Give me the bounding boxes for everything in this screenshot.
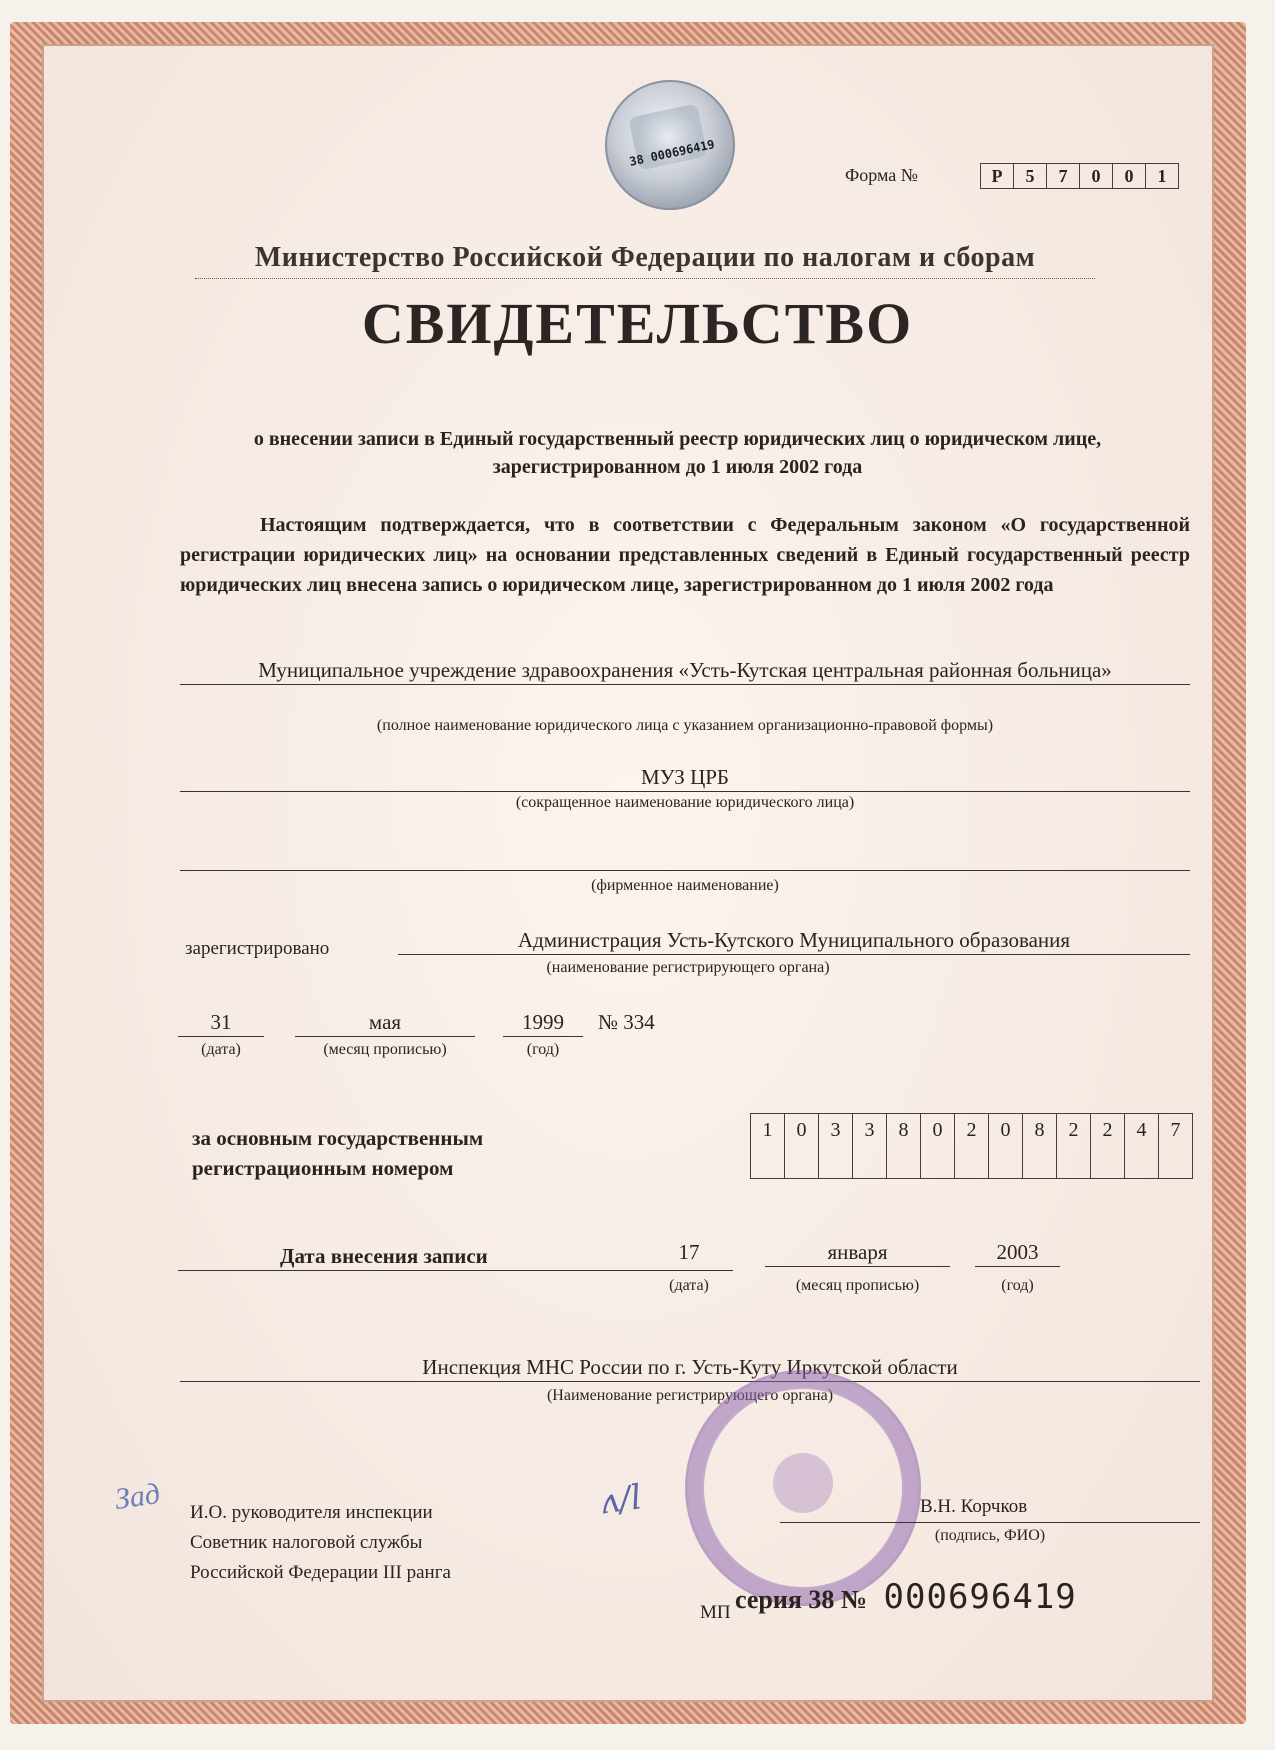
serial-number [700, 1577, 1077, 1617]
signatory-line1: И.О. руководителя инспекции [190, 1502, 433, 1523]
ogrn-digit: 1 [751, 1114, 785, 1178]
ogrn-digit: 3 [853, 1114, 887, 1178]
entry-month-caption: (месяц прописью) [795, 1277, 920, 1294]
form-code [980, 163, 1179, 189]
entry-month-value: января [765, 1238, 950, 1267]
issuer-caption: (Наименование регистрирующего органа) [546, 1387, 834, 1404]
hologram-sticker [605, 80, 735, 210]
ogrn-digit: 3 [819, 1114, 853, 1178]
short-name-caption: (сокращенное наименование юридического лица) [515, 794, 855, 811]
handwritten-initials: Зад [112, 1477, 163, 1516]
signatory-title [190, 1498, 451, 1588]
signatory-caption: (подпись, ФИО) [934, 1527, 1046, 1544]
reg-day-caption: (дата) [201, 1041, 241, 1058]
form-code-cell: 1 [1157, 166, 1167, 186]
ogrn-digit: 8 [1023, 1114, 1057, 1178]
registered-by-value: Администрация Усть-Кутского Муниципального образования [398, 926, 1190, 955]
ministry-heading: Министерство Российской Федерации по налогам и сборам [195, 242, 1095, 279]
full-name-caption: (полное наименование юридического лица с указанием организационно-правовой формы) [376, 717, 994, 734]
issuer-name: Инспекция МНС России по г. Усть-Куту Иркутской области [180, 1353, 1200, 1382]
entry-day-caption: (дата) [669, 1277, 709, 1294]
form-code-cell: 7 [1047, 164, 1080, 188]
signatory-name: В.Н. Корчков [920, 1496, 1028, 1517]
signatory-line2: Советник налоговой службы [190, 1532, 423, 1553]
signatory-line3: Российской Федерации III ранга [190, 1562, 451, 1583]
ogrn-digit: 0 [921, 1114, 955, 1178]
full-name-value: Муниципальное учреждение здравоохранения «Усть-Кутская центральная районная больница» [180, 656, 1190, 685]
ogrn-digit: 0 [785, 1114, 819, 1178]
certification-text: Настоящим подтверждается, что в соответствии с Федеральным законом «О государственной регистрации юридических лиц» на основании представленных сведений в Единый государственный реестр юридических лиц внесена запись о юридическом лице, зарегистрированном до 1 июля 2002 года [180, 514, 1190, 596]
ogrn-digit: 2 [1091, 1114, 1125, 1178]
serial-value: 000696419 [883, 1577, 1077, 1617]
registered-label: зарегистрировано [185, 938, 330, 959]
firm-name-caption: (фирменное наименование) [591, 877, 779, 894]
registered-by-caption: (наименование регистрирующего органа) [546, 959, 830, 976]
ogrn-digit: 2 [1057, 1114, 1091, 1178]
reg-year-caption: (год) [526, 1041, 560, 1058]
form-code-cell: 0 [1080, 164, 1113, 188]
form-code-cell: Р [981, 164, 1014, 188]
ogrn-digit: 7 [1170, 1119, 1181, 1141]
ogrn-digit: 4 [1125, 1114, 1159, 1178]
document-subtitle: о внесении записи в Единый государственный реестр юридических лиц о юридическом лице, зарегистрированном до 1 июля 2002 года [253, 428, 1102, 478]
handwritten-signature: ʌ/l [597, 1477, 645, 1523]
reg-year-value: 1999 [503, 1008, 583, 1037]
reg-number: № 334 [598, 1010, 655, 1034]
reg-day-value: 31 [178, 1008, 264, 1037]
official-stamp [685, 1370, 921, 1606]
ogrn-number-grid [750, 1113, 1193, 1179]
entry-day-value: 17 [678, 1240, 700, 1264]
ogrn-digit: 0 [989, 1114, 1023, 1178]
document-title: СВИДЕТЕЛЬСТВО [361, 291, 914, 356]
serial-prefix: серия 38 № [735, 1585, 868, 1614]
entry-year-caption: (год) [1001, 1277, 1034, 1294]
short-name-value: МУЗ ЦРБ [180, 763, 1190, 792]
ogrn-label-line1: за основным государственным [192, 1126, 484, 1150]
firm-name-value [180, 842, 1190, 871]
ogrn-digit: 2 [955, 1114, 989, 1178]
reg-month-caption: (месяц прописью) [323, 1041, 447, 1058]
reg-month-value: мая [295, 1008, 475, 1037]
form-code-cell: 0 [1113, 164, 1146, 188]
ogrn-digit: 8 [887, 1114, 921, 1178]
stamp-place-label: МП [700, 1602, 731, 1623]
ogrn-label-line2: регистрационным номером [192, 1156, 454, 1180]
hologram-number: 38 000696419 [628, 137, 716, 169]
form-code-cell: 5 [1014, 164, 1047, 188]
form-label: Форма № [845, 165, 918, 185]
entry-date-label: Дата внесения записи [280, 1244, 488, 1268]
entry-year-value: 2003 [975, 1238, 1060, 1267]
